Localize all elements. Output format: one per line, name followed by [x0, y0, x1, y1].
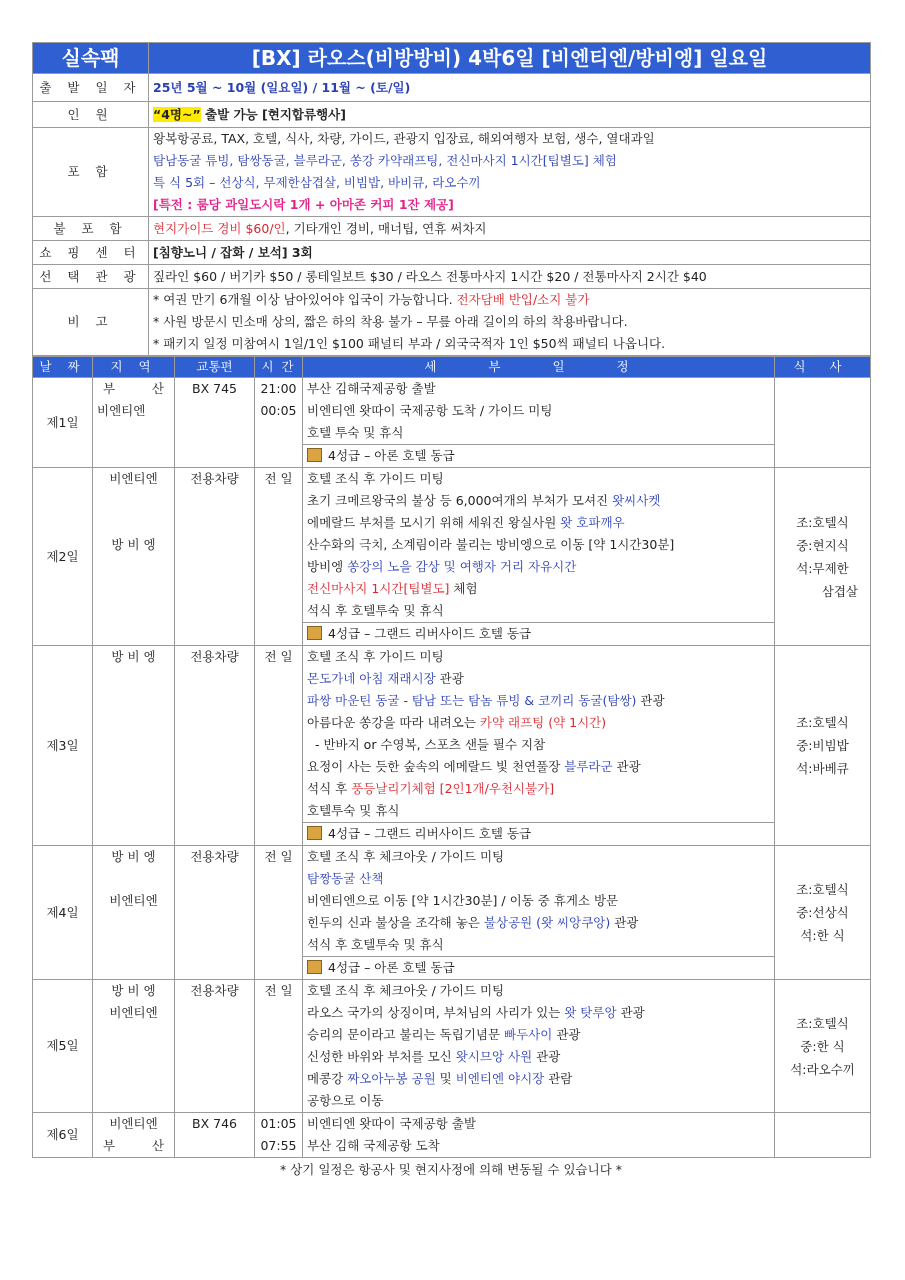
include-line: 왕복항공료, TAX, 호텔, 식사, 차량, 가이드, 관광지 입장료, 해외여행자 보험, 생수, 열대과일	[153, 131, 655, 146]
time-value: 00:05	[260, 403, 297, 418]
meal-item: 조:호텔식	[796, 1015, 849, 1031]
region-name: 비엔티엔	[97, 403, 146, 418]
day-row	[33, 980, 871, 1113]
day-detail	[303, 846, 775, 980]
include-line: 탐남동굴 튜빙, 탐쌍동굴, 블루라군, 쏭강 카약래프팅, 전신마사지 1시간[팁별도] 체험	[153, 153, 617, 168]
day-region	[93, 846, 175, 980]
detail-line: 탐짱동굴 산책	[307, 871, 384, 886]
day-label: 제6일	[33, 1113, 93, 1158]
detail-line: 공항으로 이동	[307, 1093, 384, 1108]
region-name: 비엔티엔	[109, 471, 158, 486]
shop-label: 쇼 핑 센 터	[33, 241, 149, 265]
day-region	[93, 468, 175, 646]
day-detail	[303, 468, 775, 646]
detail-text: 관광	[552, 1027, 581, 1042]
meal-item: 석:한 식	[800, 928, 845, 943]
note-line: * 사원 방문시 민소매 상의, 짧은 하의 착용 불가 – 무릎 아래 길이의 하의 착용바랍니다.	[153, 314, 628, 329]
region-name: 비엔티엔	[109, 1116, 158, 1131]
info-table	[32, 42, 871, 356]
detail-text: 초기 크메르왕국의 불상 등 6,000여개의 부처가 모셔진	[307, 493, 613, 508]
hotel-box-icon	[307, 826, 322, 840]
detail-highlight: 왓시므앙 사원	[455, 1049, 533, 1064]
detail-text: 체험	[449, 581, 478, 596]
day-detail	[303, 980, 775, 1113]
detail-line	[307, 578, 770, 600]
detail-text: 관광	[612, 759, 641, 774]
detail-line: 석식 후 호텔투숙 및 휴식	[307, 937, 444, 952]
region-busan	[97, 1135, 170, 1157]
footer-note: * 상기 일정은 항공사 및 현지사정에 의해 변동될 수 있습니다 *	[279, 1162, 623, 1177]
include-label: 포 함	[33, 128, 149, 217]
day-row	[33, 468, 871, 646]
detail-line: 비엔티엔 왓따이 국제공항 출발	[307, 1116, 476, 1131]
meal-item: 중:비빔밥	[796, 738, 849, 753]
option-label: 선 택 관 광	[33, 265, 149, 289]
detail-line: 호텔 조식 후 가이드 미팅	[307, 471, 444, 486]
hotel-line	[303, 444, 774, 467]
day-time: 전 일	[255, 468, 303, 646]
hotel-text: 4성급 – 아론 호텔 동급	[328, 448, 455, 463]
detail-text: 신성한 바위와 부처를 모신	[307, 1049, 456, 1064]
day-meals	[775, 1113, 871, 1158]
day-region	[93, 1113, 175, 1158]
day-transport: 전용차량	[175, 846, 255, 980]
detail-text: 관광	[636, 693, 665, 708]
region-char: 부	[103, 1138, 116, 1153]
day-label: 제4일	[33, 846, 93, 980]
hotel-text: 4성급 – 그랜드 리버사이드 호텔 동급	[328, 826, 532, 841]
hotel-box-icon	[307, 448, 322, 462]
detail-line: 비엔티엔으로 이동 [약 1시간30분] / 이동 중 휴게소 방문	[307, 893, 619, 908]
note-value	[149, 289, 871, 356]
day-region: 방 비 엥	[93, 646, 175, 846]
detail-highlight: 풍등날리기체험 [2인1개/우천시불가]	[351, 781, 555, 796]
detail-text: 관람	[544, 1071, 573, 1086]
day-region	[93, 980, 175, 1113]
detail-text: 관광	[610, 915, 639, 930]
detail-line	[307, 1046, 770, 1068]
detail-highlight: 비엔티엔 야시장	[455, 1071, 545, 1086]
meal-item: 조:호텔식	[796, 715, 849, 730]
day-label: 제2일	[33, 468, 93, 646]
region-name: 방 비 엥	[111, 983, 156, 998]
note-text: * 여권 만기 6개월 이상 남아있어야 입국이 가능합니다.	[153, 292, 457, 307]
day-row	[33, 378, 871, 468]
detail-line: 산수화의 극치, 소계림이라 불리는 방비엥으로 이동 [약 1시간30분]	[307, 537, 675, 552]
day-time	[255, 378, 303, 468]
detail-highlight: 불상공원 (왓 씨앙쿠앙)	[483, 915, 611, 930]
itinerary-table	[32, 356, 871, 1158]
day-time	[255, 1113, 303, 1158]
region-busan	[97, 378, 170, 400]
day-row	[33, 1113, 871, 1158]
shop-value: [침향노니 / 잡화 / 보석] 3회	[149, 241, 871, 265]
region-char: 산	[151, 381, 164, 396]
detail-highlight: 왓씨사켓	[612, 493, 661, 508]
day-detail	[303, 646, 775, 846]
detail-line	[307, 490, 770, 512]
detail-highlight: 카약 래프팅 (약 1시간)	[479, 715, 607, 730]
region-char: 부	[103, 381, 116, 396]
note-warning: 전자담배 반입/소지 불가	[456, 292, 590, 307]
detail-text: 및	[435, 1071, 456, 1086]
hotel-line	[303, 622, 774, 645]
meal-item: 조:호텔식	[796, 514, 849, 530]
detail-line	[307, 512, 770, 534]
include-value	[149, 128, 871, 217]
day-transport: BX 746	[175, 1113, 255, 1158]
package-badge: 실속팩	[33, 43, 149, 74]
detail-line: 호텔투숙 및 휴식	[307, 803, 400, 818]
detail-text: 라오스 국가의 상징이며, 부처님의 사리가 있는	[307, 1005, 565, 1020]
people-highlight: “4명~”	[153, 106, 201, 122]
day-label: 제3일	[33, 646, 93, 846]
day-detail	[303, 378, 775, 468]
note-line	[153, 289, 866, 311]
region-name: 방 비 엥	[111, 849, 156, 864]
hotel-line	[303, 822, 774, 845]
day-label: 제1일	[33, 378, 93, 468]
detail-line: - 반바지 or 수영복, 스포츠 샌들 필수 지참	[315, 737, 546, 752]
detail-line: 호텔 조식 후 체크아웃 / 가이드 미팅	[307, 849, 505, 864]
hotel-text: 4성급 – 그랜드 리버사이드 호텔 동급	[328, 626, 532, 641]
time-value: 21:00	[260, 381, 297, 396]
day-meals	[775, 846, 871, 980]
exclude-value	[149, 217, 871, 241]
day-meals	[775, 980, 871, 1113]
note-line: * 패키지 일정 미참여시 1일/1인 $100 패널티 부과 / 외국국적자 1인 $50씩 패널티 나옵니다.	[153, 336, 666, 351]
note-label: 비 고	[33, 289, 149, 356]
day-row	[33, 846, 871, 980]
region-char: 산	[151, 1138, 164, 1153]
detail-highlight: 왓 탓루앙	[564, 1005, 617, 1020]
meal-item: 석:바베큐	[796, 761, 849, 776]
region-name: 비엔티엔	[109, 1005, 158, 1020]
detail-line: 호텔 조식 후 가이드 미팅	[307, 649, 444, 664]
detail-highlight: 전신마사지 1시간[팁별도]	[307, 581, 450, 596]
detail-text: 석식 후	[307, 781, 352, 796]
meal-item: 석:라오수끼	[790, 1061, 855, 1077]
detail-highlight: 몬도가네 아침 재래시장	[307, 671, 436, 686]
itinerary-document	[32, 42, 870, 1178]
page-title: [BX] 라오스(비방방비) 4박6일 [비엔티엔/방비엥] 일요일	[149, 43, 871, 74]
hotel-text: 4성급 – 아론 호텔 동급	[328, 960, 455, 975]
detail-line	[307, 756, 770, 778]
people-value	[149, 102, 871, 128]
meal-item: 중:한 식	[800, 1038, 845, 1054]
region-name: 방 비 엥	[111, 537, 156, 552]
detail-line: 호텔 투숙 및 휴식	[307, 425, 404, 440]
exclude-guide-fee: 현지가이드 경비 $60/인	[153, 220, 286, 236]
detail-highlight: 쏭강의 노을 감상 및 여행자 거리 자유시간	[347, 559, 577, 574]
col-detail: 세 부 일 정	[303, 357, 775, 378]
day-time: 전 일	[255, 646, 303, 846]
depart-label: 출 발 일 자	[33, 74, 149, 102]
detail-highlight: 빠두사이	[504, 1027, 553, 1042]
detail-highlight: 블루라군	[564, 759, 613, 774]
day-time: 전 일	[255, 846, 303, 980]
day-transport: BX 745	[175, 378, 255, 468]
meal-item: 석:무제한	[796, 560, 849, 576]
option-value: 짚라인 $60 / 버기카 $50 / 롱테일보트 $30 / 라오스 전통마사지 1시간 $20 / 전통마사지 2시간 $40	[149, 265, 871, 289]
col-meal: 식 사	[775, 357, 871, 378]
detail-line: 비엔티엔 왓따이 국제공항 도착 / 가이드 미팅	[307, 403, 553, 418]
people-label: 인 원	[33, 102, 149, 128]
meal-item: 중:선상식	[796, 905, 849, 920]
day-detail	[303, 1113, 775, 1158]
time-value: 07:55	[260, 1138, 297, 1153]
col-region: 지 역	[93, 357, 175, 378]
day-label: 제5일	[33, 980, 93, 1113]
detail-line	[307, 668, 770, 690]
day-meals	[775, 646, 871, 846]
hotel-line	[303, 956, 774, 979]
detail-text: 메콩강	[307, 1071, 348, 1086]
people-text: 출발 가능 [현지합류행사]	[200, 106, 346, 122]
detail-text: 관광	[532, 1049, 561, 1064]
region-name: 비엔티엔	[109, 893, 158, 908]
hotel-box-icon	[307, 960, 322, 974]
col-date: 날 짜	[33, 357, 93, 378]
day-time: 전 일	[255, 980, 303, 1113]
detail-line: 부산 김해 국제공항 도착	[307, 1138, 440, 1153]
day-meals	[775, 378, 871, 468]
detail-highlight: 짜오아누봉 공원	[347, 1071, 436, 1086]
day-region	[93, 378, 175, 468]
day-transport: 전용차량	[175, 468, 255, 646]
meal-item: 중:현지식	[796, 537, 849, 553]
detail-line	[307, 556, 770, 578]
exclude-rest: , 기타개인 경비, 매너팁, 연휴 써차지	[285, 220, 487, 236]
hotel-box-icon	[307, 626, 322, 640]
detail-highlight: 왓 호파깨우	[560, 515, 625, 530]
detail-line	[307, 1002, 770, 1024]
detail-text: 승리의 문이라고 불리는 독립기념문	[307, 1027, 505, 1042]
detail-text: 관광	[616, 1005, 645, 1020]
detail-line	[307, 690, 770, 712]
depart-value: 25년 5월 ~ 10월 (일요일) / 11월 ~ (토/일)	[149, 74, 871, 102]
col-time: 시 간	[255, 357, 303, 378]
detail-line	[307, 912, 770, 934]
meal-item: 삼겹살	[821, 583, 858, 599]
detail-text: 에메랄드 부처를 모시기 위해 세워진 왕실사원	[307, 515, 561, 530]
detail-line	[307, 1068, 770, 1090]
detail-line	[307, 1024, 770, 1046]
time-value: 01:05	[260, 1116, 297, 1131]
detail-text: 관광	[435, 671, 464, 686]
day-meals	[775, 468, 871, 646]
exclude-label: 불 포 함	[33, 217, 149, 241]
detail-text: 아름다운 쏭강을 따라 내려오는	[307, 715, 480, 730]
day-transport: 전용차량	[175, 646, 255, 846]
detail-highlight: 파쌍 마운틴 동굴 - 탐남 또는 탐놈 튜빙 & 코끼리 동굴(탐쌍)	[307, 693, 637, 708]
detail-line	[307, 778, 770, 800]
detail-text: 힌두의 신과 불상을 조각해 놓은	[307, 915, 484, 930]
detail-line: 부산 김해국제공항 출발	[307, 381, 436, 396]
detail-line: 호텔 조식 후 체크아웃 / 가이드 미팅	[307, 983, 505, 998]
detail-line: 석식 후 호텔투숙 및 휴식	[307, 603, 444, 618]
detail-text: 요정이 사는 듯한 숲속의 에메랄드 빛 천연풀장	[307, 759, 565, 774]
detail-line	[307, 712, 770, 734]
day-row	[33, 646, 871, 846]
detail-text: 방비엥	[307, 559, 348, 574]
include-line: 특 식 5회 – 선상식, 무제한삼겹살, 비빔밥, 바비큐, 라오수끼	[153, 175, 481, 190]
include-bonus: [특전 : 룸당 과일도시락 1개 + 아마존 커피 1잔 제공]	[153, 197, 454, 212]
day-transport: 전용차량	[175, 980, 255, 1113]
col-transport: 교통편	[175, 357, 255, 378]
meal-item: 조:호텔식	[796, 882, 849, 897]
